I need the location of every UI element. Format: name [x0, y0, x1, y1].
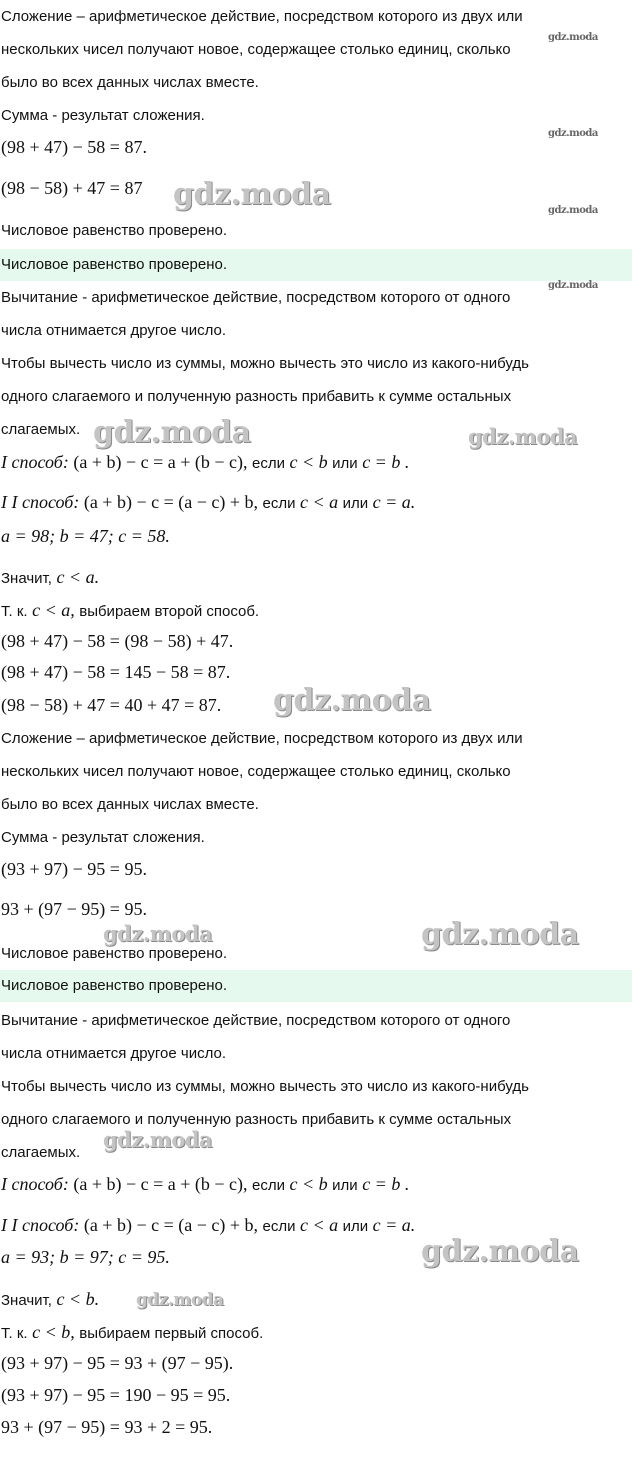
- rule-line: одного слагаемого и полученную разность прибавить к сумме остальных: [1, 1111, 512, 1128]
- definition-line: было во всех данных числах вместе.: [1, 74, 259, 91]
- subtraction-definition: числа отнимается другое число.: [1, 1045, 227, 1062]
- choice-expr: c < b,: [32, 1322, 75, 1342]
- condition-expr: c = a.: [372, 1215, 416, 1235]
- watermark-logo: gdz.moda: [421, 917, 579, 952]
- subtraction-definition: Вычитание - арифметическое действие, посредством которого от одного: [1, 289, 511, 306]
- checked-text: Числовое равенство проверено.: [1, 222, 228, 239]
- watermark-logo: gdz.moda: [548, 280, 598, 291]
- condition-expr: c < a: [300, 1215, 339, 1235]
- conclusion-expr: c < b.: [56, 1289, 100, 1309]
- watermark-logo: gdz.moda: [136, 1290, 224, 1310]
- conclusion-line: [1, 1288, 99, 1312]
- watermark-logo: gdz.moda: [468, 424, 578, 449]
- values-line: a = 98; b = 47; c = 58.: [1, 526, 170, 546]
- result-equation: (98 − 58) + 47 = 40 + 47 = 87.: [1, 695, 222, 715]
- condition-expr: c = b .: [362, 1174, 410, 1194]
- rule-line: слагаемых.: [1, 1144, 81, 1161]
- method-two: [1, 491, 415, 515]
- condition-word: или: [332, 1177, 358, 1194]
- rule-line: одного слагаемого и полученную разность прибавить к сумме остальных: [1, 388, 512, 405]
- condition-expr: c < b: [289, 452, 328, 472]
- method-one: [1, 451, 409, 475]
- equation: 93 + (97 − 95) = 95.: [1, 899, 147, 919]
- condition-word: если: [252, 455, 286, 472]
- method-formula: (a + b) − c = (a − c) + b,: [83, 1215, 259, 1235]
- method-label: I I способ:: [1, 1215, 80, 1235]
- watermark-logo: gdz.moda: [548, 128, 598, 139]
- condition-word: или: [342, 1218, 369, 1235]
- choice-text: выбираем второй способ.: [79, 603, 260, 620]
- sum-definition: Сумма - результат сложения.: [1, 829, 205, 846]
- condition-word: или: [342, 495, 369, 512]
- conclusion-label: Значит,: [1, 1292, 52, 1309]
- method-one: [1, 1173, 409, 1197]
- choice-line: [1, 599, 259, 623]
- conclusion-label: Значит,: [1, 570, 52, 587]
- watermark-logo: gdz.moda: [103, 1127, 213, 1152]
- choice-label: Т. к.: [1, 1325, 28, 1342]
- watermark-logo: gdz.moda: [548, 205, 598, 216]
- watermark-logo: gdz.moda: [93, 415, 251, 450]
- method-formula: (a + b) − c = a + (b − c),: [73, 452, 248, 472]
- definition-line: Сложение – арифметическое действие, посредством которого из двух или: [1, 730, 523, 747]
- watermark-logo: gdz.moda: [173, 177, 331, 212]
- highlight-text: Числовое равенство проверено.: [1, 977, 228, 994]
- condition-word: если: [262, 495, 296, 512]
- values-line: a = 93; b = 97; c = 95.: [1, 1247, 170, 1267]
- method-two: [1, 1214, 415, 1238]
- result-equation: (93 + 97) − 95 = 93 + (97 − 95).: [1, 1353, 234, 1373]
- definition-line: было во всех данных числах вместе.: [1, 796, 259, 813]
- condition-word: или: [332, 455, 358, 472]
- method-label: I I способ:: [1, 492, 80, 512]
- method-formula: (a + b) − c = a + (b − c),: [73, 1174, 248, 1194]
- choice-text: выбираем первый способ.: [79, 1325, 264, 1342]
- condition-expr: c = b .: [362, 452, 410, 472]
- conclusion-line: [1, 566, 99, 590]
- choice-label: Т. к.: [1, 603, 28, 620]
- result-equation: (93 + 97) − 95 = 190 − 95 = 95.: [1, 1385, 231, 1405]
- choice-expr: c < a,: [32, 600, 75, 620]
- sum-definition: Сумма - результат сложения.: [1, 107, 205, 124]
- subtraction-definition: Вычитание - арифметическое действие, посредством которого от одного: [1, 1012, 511, 1029]
- watermark-logo: gdz.moda: [103, 921, 213, 946]
- watermark-logo: gdz.moda: [421, 1234, 579, 1269]
- watermark-logo: gdz.moda: [273, 683, 431, 718]
- equation: (98 + 47) − 58 = 87.: [1, 137, 147, 157]
- equation: (93 + 97) − 95 = 95.: [1, 859, 147, 879]
- rule-line: слагаемых.: [1, 421, 81, 438]
- definition-line: Сложение – арифметическое действие, посредством которого из двух или: [1, 8, 523, 25]
- result-equation: (98 + 47) − 58 = 145 − 58 = 87.: [1, 662, 231, 682]
- subtraction-definition: числа отнимается другое число.: [1, 322, 227, 339]
- choice-line: [1, 1321, 263, 1345]
- equation: (98 − 58) + 47 = 87: [1, 178, 143, 198]
- condition-word: если: [262, 1218, 296, 1235]
- checked-text: Числовое равенство проверено.: [1, 945, 228, 962]
- method-label: I способ:: [1, 452, 69, 472]
- condition-expr: c = a.: [372, 492, 416, 512]
- condition-expr: c < b: [289, 1174, 328, 1194]
- definition-line: нескольких чисел получают новое, содержащее столько единиц, сколько: [1, 763, 511, 780]
- highlight-text: Числовое равенство проверено.: [1, 256, 228, 273]
- rule-line: Чтобы вычесть число из суммы, можно вычесть это число из какого-нибудь: [1, 1078, 529, 1095]
- result-equation: 93 + (97 − 95) = 93 + 2 = 95.: [1, 1417, 213, 1437]
- watermark-logo: gdz.moda: [548, 32, 598, 43]
- definition-line: нескольких чисел получают новое, содержащее столько единиц, сколько: [1, 41, 511, 58]
- highlight-box: [0, 970, 632, 1002]
- conclusion-expr: c < a.: [56, 567, 100, 587]
- highlight-box: [0, 249, 632, 281]
- method-label: I способ:: [1, 1174, 69, 1194]
- result-equation: (98 + 47) − 58 = (98 − 58) + 47.: [1, 631, 234, 651]
- condition-word: если: [252, 1177, 286, 1194]
- rule-line: Чтобы вычесть число из суммы, можно вычесть это число из какого-нибудь: [1, 355, 529, 372]
- method-formula: (a + b) − c = (a − c) + b,: [83, 492, 259, 512]
- condition-expr: c < a: [300, 492, 339, 512]
